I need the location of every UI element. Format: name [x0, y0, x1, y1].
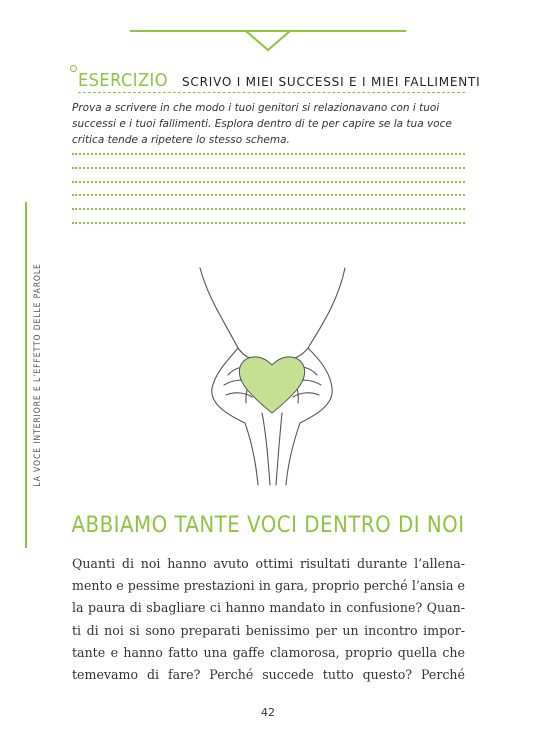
body-paragraph: [72, 553, 465, 686]
writing-line: [72, 222, 465, 224]
section-heading: ABBIAMO TANTE VOCI DENTRO DI NOI: [71, 513, 465, 538]
hands-heart-illustration: [190, 263, 355, 488]
left-arm: [200, 268, 245, 423]
inner-arm: [262, 413, 282, 485]
writing-line: [72, 181, 465, 183]
body-line: ti di noi si sono preparati benissimo per un incontro impor-: [72, 622, 465, 638]
body-line: Quanti di noi hanno avuto ottimi risultati durante l’allena-: [72, 556, 465, 571]
body-line: temevamo di fare? Perché succede tutto questo? Perché: [72, 667, 465, 683]
body-line: tante e hanno fatto una gaffe clamorosa, proprio quella che: [72, 644, 465, 660]
writing-lines: [72, 153, 465, 236]
top-decoration: [0, 0, 536, 60]
exercise-label: ESERCIZIO: [78, 70, 168, 91]
body-line: la paura di sbagliare ci hanno mandato in confusione? Quan-: [72, 600, 465, 616]
body-line: mento e pessime prestazioni in gara, proprio perché l’ansia e: [72, 578, 465, 594]
exercise-rule: [78, 92, 465, 93]
writing-line: [72, 167, 465, 169]
chevron-down-icon: [246, 31, 290, 50]
exercise-prompt: Prova a scrivere in che modo i tuoi genitori si relazionavano con i tuoi successi e i tuoi fallimenti. Esplora dentro di te per capire se la tua voce critica tende a ripetere lo stesso schema.: [72, 102, 452, 146]
circle-icon: [70, 65, 77, 72]
lower-left-arm: [245, 423, 258, 485]
writing-line: [72, 153, 465, 155]
right-arm: [300, 268, 345, 423]
writing-line: [72, 208, 465, 210]
exercise-title: SCRIVO I MIEI SUCCESSI E I MIEI FALLIMENTI: [182, 75, 481, 89]
exercise-header: [70, 62, 481, 94]
lower-right-arm: [286, 423, 300, 485]
side-rule: [25, 202, 27, 548]
page-number: 42: [261, 706, 275, 719]
heart-shape: [239, 357, 304, 413]
writing-line: [72, 194, 465, 196]
